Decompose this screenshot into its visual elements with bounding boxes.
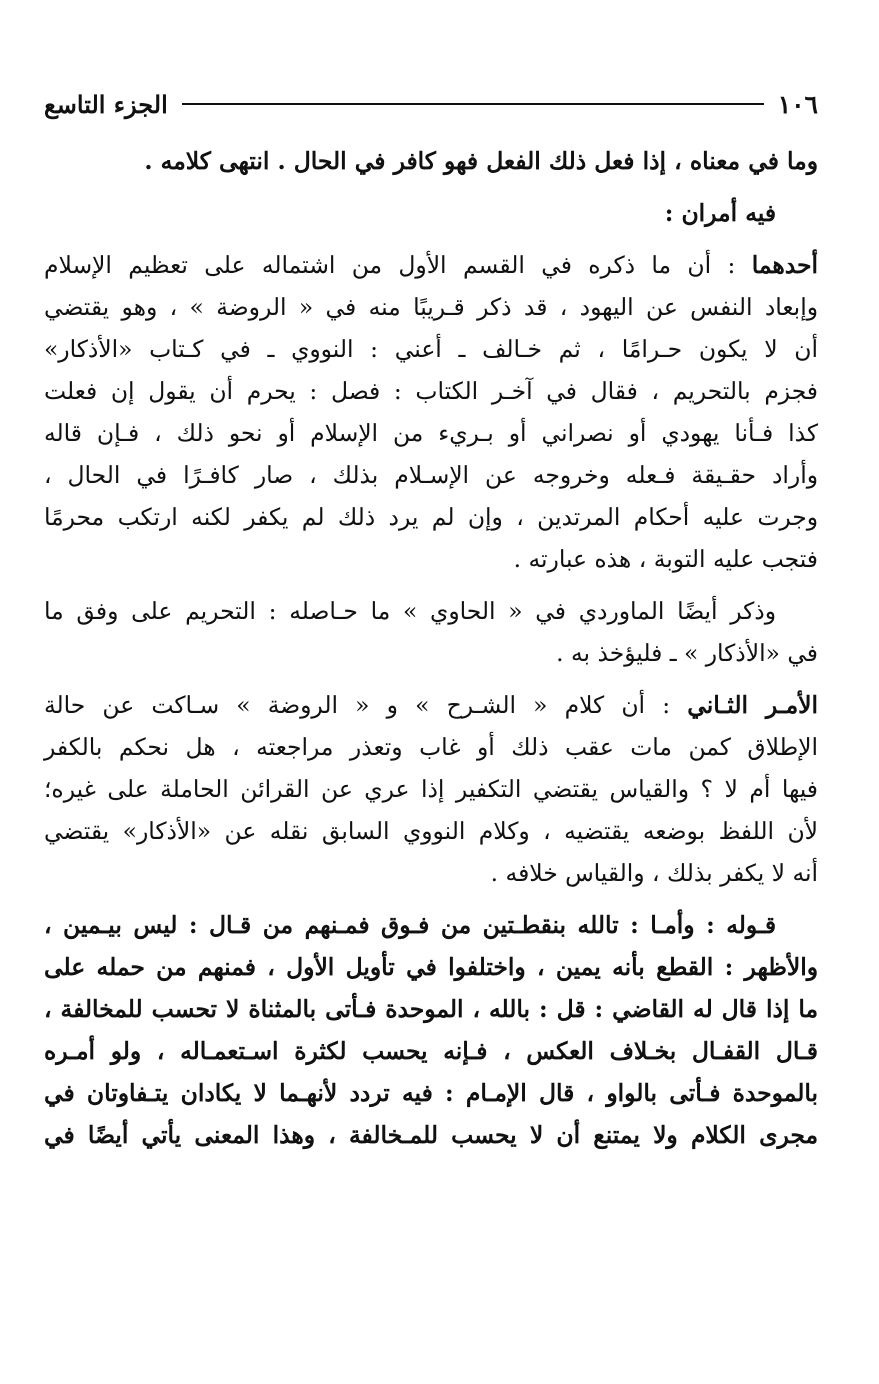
text-line: فيه أمران : [664, 199, 776, 227]
paragraph-6 [44, 904, 818, 1156]
text-line: كذا فـأنا يهودي أو نصراني أو بـريء من الإسلام أو نحو ذلك ، فـإن قاله [44, 419, 818, 447]
text-line: أنه لا يكفر بذلك ، والقياس خلافه . [490, 859, 818, 887]
text-line: فتجب عليه التوبة ، هذه عبارته . [513, 545, 818, 573]
text-line: قـال القفـال بخـلاف العكس ، فـإنه يحسب لكثرة اسـتعمـاله ، ولو أمـره [44, 1037, 818, 1065]
text-line: وما في معناه ، إذا فعل ذلك الفعل فهو كافر في الحال . انتهى كلامه . [144, 147, 818, 175]
text-line: والأظهر : القطع بأنه يمين ، واختلفوا في تأويل الأول ، فمنهم من حمله على [44, 953, 818, 981]
text-line: وجرت عليه أحكام المرتدين ، وإن لم يرد ذلك لم يكفر لكنه ارتكب محرمًا [44, 503, 818, 531]
text-line: أن لا يكون حـرامًا ، ثم خـالف ـ أعني : النووي ـ في كـتاب «الأذكار» [44, 335, 818, 363]
paragraph-1 [44, 140, 818, 182]
text-line: لأن اللفظ بوضعه يقتضيه ، وكلام النووي السابق نقله عن «الأذكار» يقتضي [44, 817, 818, 845]
text-line: فيها أم لا ؟ والقياس يقتضي التكفير إذا عري عن القرائن الحاملة على غيره؛ [44, 775, 818, 803]
paragraph-3 [44, 244, 818, 580]
text-line: قـوله : وأمـا : تالله بنقطـتين من فـوق فمـنهم من قـال : ليس بيـمين ، [44, 911, 776, 939]
text-line [44, 244, 818, 286]
header-rule [182, 103, 764, 105]
text-line: مجرى الكلام ولا يمتنع أن لا يحسب للمـخالفة ، وهذا المعنى يأتي أيضًا في [44, 1121, 818, 1149]
text-line: وذكر أيضًا الماوردي في « الحاوي » ما حـاصله : التحريم على وفق ما [44, 597, 776, 625]
text-line: الإطلاق كمن مات عقب ذلك أو غاب وتعذر مراجعته ، هل نحكم بالكفر [44, 733, 818, 761]
text-line: وإبعاد النفس عن اليهود ، قد ذكر قـريبًا منه في « الروضة » ، وهو يقتضي [44, 293, 818, 321]
paragraph-lead: الأمـر الثـاني [687, 691, 818, 719]
paragraph-2 [44, 192, 818, 234]
text-line-rest: : أن ما ذكره في القسم الأول من اشتماله على تعظيم الإسلام [44, 251, 752, 279]
text-line: ما إذا قال له القاضي : قل : بالله ، الموحدة فـأتى بالمثناة لا تحسب للمخالفة ، [44, 995, 818, 1023]
page-body [44, 140, 818, 1370]
text-line: في «الأذكار » ـ فليؤخذ به . [556, 639, 818, 667]
page-header [44, 84, 818, 124]
paragraph-lead: أحدهما [751, 251, 818, 279]
text-line: فجزم بالتحريم ، فقال في آخـر الكتاب : فصل : يحرم أن يقول إن فعلت [44, 377, 818, 405]
paragraph-5 [44, 684, 818, 894]
text-line: بالموحدة فـأتى بالواو ، قال الإمـام : فيه تردد لأنهـما لا يكادان يتـفاوتان في [44, 1079, 818, 1107]
text-line: وأراد حقـيقة فـعله وخروجه عن الإسـلام بذلك ، صار كافـرًا في الحال ، [44, 461, 818, 489]
text-line [44, 684, 818, 726]
text-line-rest: : أن كلام « الشـرح » و « الروضة » سـاكت عن حالة [44, 691, 688, 719]
page-number: ١٠٦ [777, 89, 818, 119]
running-title: الجزء التاسع [44, 89, 168, 119]
paragraph-4 [44, 590, 818, 674]
